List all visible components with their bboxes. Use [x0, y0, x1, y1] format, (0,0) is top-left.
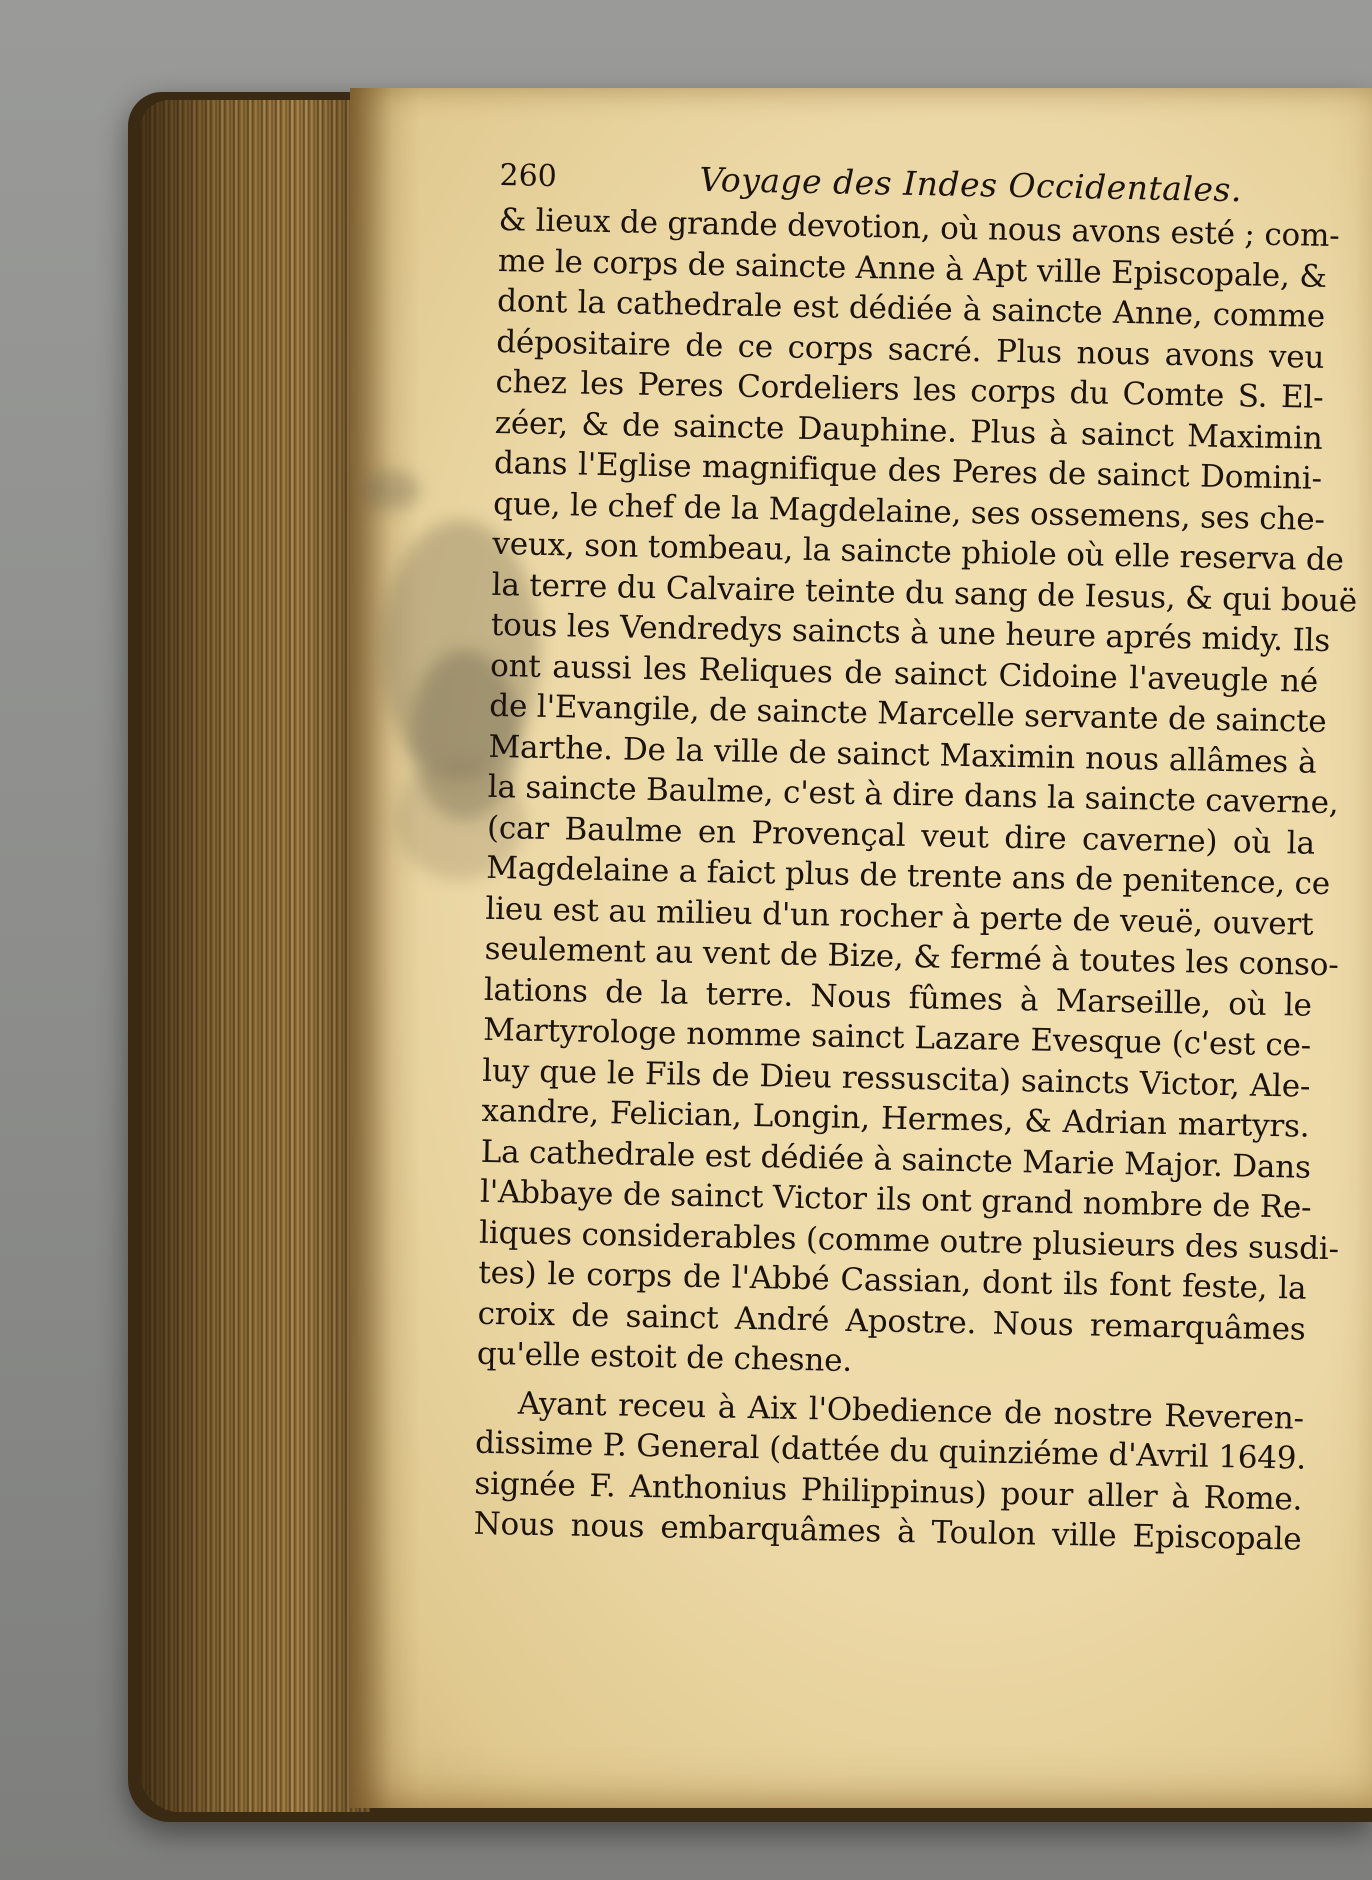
text-line: que, le chef de la Magdelaine, ses ossemens, ses che-: [492, 485, 1326, 538]
text-line: La cathedrale est dédiée à saincte Marie Major. Dans: [480, 1133, 1312, 1186]
paragraph-1: [476, 200, 1358, 1390]
text-line: croix de sainct André Apostre. Nous remarquâmes: [477, 1295, 1306, 1348]
text-line: (car Baulme en Provençal veut dire caverne) où la: [486, 809, 1316, 862]
text-line: de l'Evangile, de saincte Marcelle servante de saincte: [489, 687, 1327, 740]
text-line: Martyrologe nomme sainct Lazare Evesque (c'est ce-: [482, 1011, 1312, 1064]
text-line: ont aussi les Reliques de sainct Cidoine l'aveugle né: [489, 647, 1319, 700]
text-line: zéer, & de saincte Dauphine. Plus à sainct Maximin: [494, 404, 1323, 457]
text-line: seulement au vent de Bize, & fermé à toutes les conso-: [484, 930, 1339, 984]
paragraph-2: [473, 1382, 1307, 1560]
text-line: dans l'Eglise magnifique des Peres de sainct Domini-: [493, 444, 1323, 497]
text-line: & lieux de grande devotion, où nous avons esté ; com-: [498, 201, 1340, 255]
text-line: xandre, Felician, Longin, Hermes, & Adrian martyrs.: [481, 1092, 1310, 1145]
text-line: dissime P. General (dattée du quinziéme d'Avril 1649.: [474, 1424, 1307, 1477]
text-line: lieu est au milieu d'un rocher à perte de veuë, ouvert: [485, 890, 1314, 943]
text-line: Marthe. De la ville de sainct Maximin nous allâmes à: [488, 728, 1317, 781]
text-line: luy que le Fils de Dieu ressuscita) saincts Victor, Ale-: [482, 1052, 1311, 1105]
running-title: Voyage des Indes Occidentales.: [699, 159, 1243, 210]
text-line: me le corps de saincte Anne à Apt ville Episcopale, &: [497, 242, 1328, 295]
page-edges: [140, 100, 370, 1812]
text-line: veux, son tombeau, la saincte phiole où elle reserva de: [492, 525, 1345, 579]
text-line: liques considerables (comme outre plusieurs des susdi-: [478, 1214, 1340, 1267]
text-line: la terre du Calvaire teinte du sang de Iesus, & qui bouë: [491, 566, 1358, 620]
text-line: la saincte Baulme, c'est à dire dans la saincte caverne,: [487, 768, 1339, 822]
page-text: [473, 152, 1358, 1560]
text-line: Ayant receu à Aix l'Obedience de nostre Reveren-: [517, 1385, 1305, 1437]
text-line: l'Abbaye de sainct Victor ils ont grand nombre de Re-: [479, 1173, 1312, 1226]
text-line: qu'elle estoit de chesne.: [476, 1335, 853, 1379]
text-line: dépositaire de ce corps sacré. Plus nous avons veu: [496, 323, 1325, 376]
text-line: lations de la terre. Nous fûmes à Marseille, où le: [483, 971, 1313, 1024]
text-line: tous les Vendredys saincts à une heure aprés midy. Ils: [490, 606, 1331, 660]
text-line: dont la cathedrale est dédiée à saincte Anne, comme: [496, 282, 1326, 335]
page-number: 260: [499, 157, 558, 195]
text-line: Nous nous embarquâmes à Toulon ville Episcopale: [473, 1505, 1302, 1558]
text-line: signée F. Anthonius Philippinus) pour aller à Rome.: [474, 1465, 1303, 1518]
text-line: tes) le corps de l'Abbé Cassian, dont ils font feste, la: [478, 1254, 1307, 1307]
text-line: Magdelaine a faict plus de trente ans de penitence, ce: [485, 849, 1331, 903]
text-line: chez les Peres Cordeliers les corps du Comte S. El-: [495, 363, 1324, 416]
